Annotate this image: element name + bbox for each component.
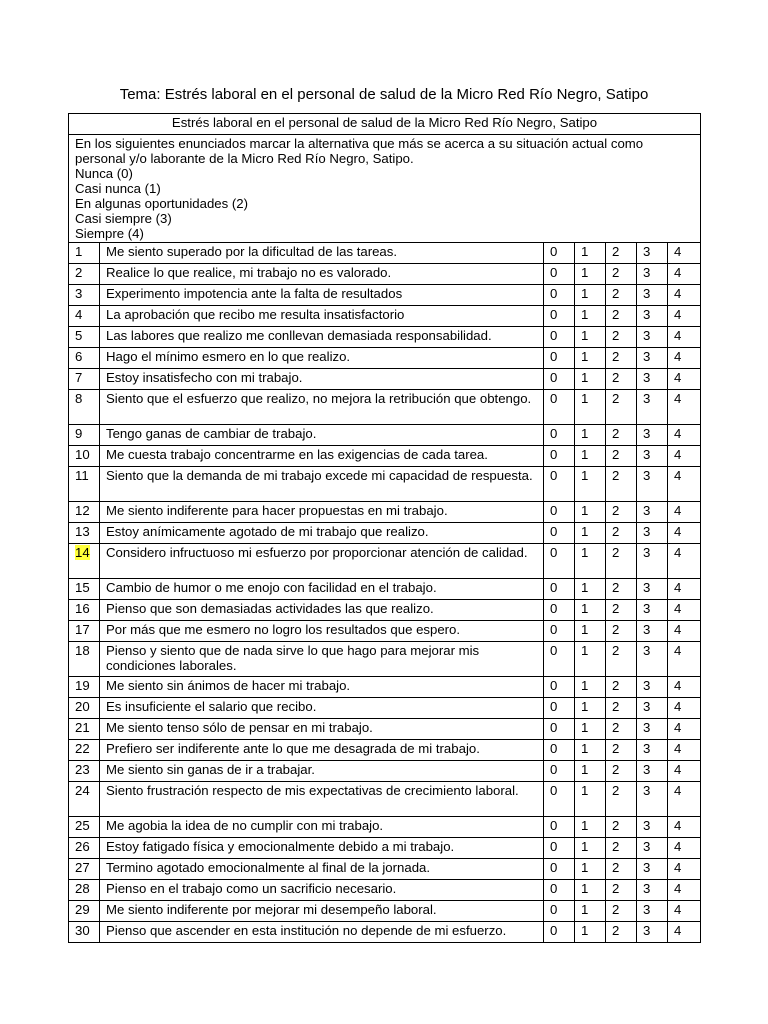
option-cell-4[interactable]: 4 [668,621,701,642]
option-cell-1[interactable]: 1 [575,523,606,544]
option-cell-1[interactable]: 1 [575,761,606,782]
option-cell-3[interactable]: 3 [637,880,668,901]
item-number-cell [69,446,100,467]
option-cell-3[interactable]: 3 [637,677,668,698]
option-cell-1[interactable]: 1 [575,600,606,621]
option-cell-2[interactable]: 2 [606,677,637,698]
item-number-cell [69,369,100,390]
option-cell-4[interactable]: 4 [668,677,701,698]
option-cell-4[interactable]: 4 [668,467,701,502]
table-row [69,677,701,698]
option-cell-2[interactable]: 2 [606,922,637,943]
table-row [69,719,701,740]
instructions-line-2: personal y/o laborante de la Micro Red Río Negro, Satipo. [75,151,414,166]
item-number-cell [69,327,100,348]
option-cell-1[interactable]: 1 [575,782,606,817]
option-cell-4[interactable]: 4 [668,782,701,817]
item-statement: Me siento sin ganas de ir a trabajar. [100,761,544,782]
option-cell-3[interactable]: 3 [637,544,668,579]
option-cell-1[interactable]: 1 [575,243,606,264]
option-cell-0[interactable]: 0 [544,761,575,782]
item-statement: Me siento superado por la dificultad de las tareas. [100,243,544,264]
option-cell-2[interactable]: 2 [606,838,637,859]
option-cell-2[interactable]: 2 [606,782,637,817]
item-number-cell [69,425,100,446]
item-statement: Me siento indiferente para hacer propuestas en mi trabajo. [100,502,544,523]
item-statement: Siento frustración respecto de mis expectativas de crecimiento laboral. [100,782,544,817]
table-row [69,880,701,901]
option-cell-1[interactable]: 1 [575,467,606,502]
option-cell-3[interactable]: 3 [637,467,668,502]
option-cell-0[interactable]: 0 [544,817,575,838]
item-number: 3 [75,286,83,301]
item-statement: Considero infructuoso mi esfuerzo por proporcionar atención de calidad. [100,544,544,579]
item-statement: Cambio de humor o me enojo con facilidad en el trabajo. [100,579,544,600]
option-cell-1[interactable]: 1 [575,502,606,523]
scale-siempre: Siempre (4) [75,226,144,241]
item-number: 1 [75,244,83,259]
option-cell-1[interactable]: 1 [575,642,606,677]
option-cell-3[interactable]: 3 [637,348,668,369]
table-row [69,467,701,502]
table-row [69,901,701,922]
table-row [69,859,701,880]
table-row [69,579,701,600]
table-row [69,782,701,817]
option-cell-0[interactable]: 0 [544,544,575,579]
option-cell-1[interactable]: 1 [575,621,606,642]
option-cell-3[interactable]: 3 [637,579,668,600]
option-cell-0[interactable]: 0 [544,901,575,922]
item-number: 27 [75,860,90,875]
option-cell-3[interactable]: 3 [637,817,668,838]
option-cell-2[interactable]: 2 [606,425,637,446]
option-cell-3[interactable]: 3 [637,859,668,880]
item-number-cell [69,761,100,782]
table-row [69,243,701,264]
item-number-cell [69,782,100,817]
option-cell-4[interactable]: 4 [668,285,701,306]
item-number: 18 [75,643,90,658]
table-row [69,761,701,782]
option-cell-2[interactable]: 2 [606,698,637,719]
item-number: 2 [75,265,83,280]
option-cell-3[interactable]: 3 [637,698,668,719]
item-statement: Es insuficiente el salario que recibo. [100,698,544,719]
option-cell-4[interactable]: 4 [668,327,701,348]
table-row [69,446,701,467]
option-cell-3[interactable]: 3 [637,306,668,327]
option-cell-4[interactable]: 4 [668,390,701,425]
option-cell-4[interactable]: 4 [668,838,701,859]
page-title: Tema: Estrés laboral en el personal de salud de la Micro Red Río Negro, Satipo [119,86,649,103]
scale-algunas-oportunidades: En algunas oportunidades (2) [75,196,249,211]
item-number: 30 [75,923,90,938]
item-number-cell [69,243,100,264]
item-statement: Prefiero ser indiferente ante lo que me desagrada de mi trabajo. [100,740,544,761]
option-cell-3[interactable]: 3 [637,782,668,817]
option-cell-1[interactable]: 1 [575,579,606,600]
item-statement: Hago el mínimo esmero en lo que realizo. [100,348,544,369]
option-cell-3[interactable]: 3 [637,327,668,348]
option-cell-0[interactable]: 0 [544,621,575,642]
item-statement: Estoy fatigado física y emocionalmente debido a mi trabajo. [100,838,544,859]
option-cell-2[interactable]: 2 [606,817,637,838]
option-cell-0[interactable]: 0 [544,642,575,677]
option-cell-4[interactable]: 4 [668,600,701,621]
option-cell-0[interactable]: 0 [544,327,575,348]
option-cell-0[interactable]: 0 [544,698,575,719]
item-number: 25 [75,818,90,833]
item-statement: Pienso y siento que de nada sirve lo que hago para mejorar mis condiciones laborales. [100,642,544,677]
table-row [69,600,701,621]
option-cell-0[interactable]: 0 [544,677,575,698]
item-number: 10 [75,447,90,462]
table-row [69,285,701,306]
option-cell-4[interactable]: 4 [668,817,701,838]
option-cell-4[interactable]: 4 [668,859,701,880]
table-row [69,502,701,523]
option-cell-0[interactable]: 0 [544,306,575,327]
table-row [69,425,701,446]
option-cell-2[interactable]: 2 [606,719,637,740]
item-number: 22 [75,741,90,756]
item-number-cell [69,859,100,880]
item-number-cell [69,901,100,922]
option-cell-0[interactable]: 0 [544,264,575,285]
option-cell-2[interactable]: 2 [606,327,637,348]
item-number-cell [69,306,100,327]
option-cell-1[interactable]: 1 [575,264,606,285]
option-cell-0[interactable]: 0 [544,859,575,880]
item-number: 19 [75,678,90,693]
option-cell-1[interactable]: 1 [575,698,606,719]
item-number-cell [69,838,100,859]
table-row [69,642,701,677]
option-cell-4[interactable]: 4 [668,264,701,285]
item-number: 13 [75,524,90,539]
item-number-cell [69,544,100,579]
item-number: 28 [75,881,90,896]
option-cell-1[interactable]: 1 [575,285,606,306]
option-cell-2[interactable]: 2 [606,264,637,285]
option-cell-4[interactable]: 4 [668,446,701,467]
option-cell-3[interactable]: 3 [637,838,668,859]
option-cell-3[interactable]: 3 [637,502,668,523]
option-cell-3[interactable]: 3 [637,446,668,467]
table-row [69,369,701,390]
table-row [69,922,701,943]
option-cell-3[interactable]: 3 [637,761,668,782]
option-cell-1[interactable]: 1 [575,901,606,922]
option-cell-0[interactable]: 0 [544,369,575,390]
option-cell-0[interactable]: 0 [544,719,575,740]
option-cell-0[interactable]: 0 [544,348,575,369]
option-cell-2[interactable]: 2 [606,523,637,544]
item-statement: Siento que la demanda de mi trabajo excede mi capacidad de respuesta. [100,467,544,502]
option-cell-2[interactable]: 2 [606,243,637,264]
table-row [69,523,701,544]
item-statement: Pienso que ascender en esta institución no depende de mi esfuerzo. [100,922,544,943]
option-cell-1[interactable]: 1 [575,719,606,740]
option-cell-0[interactable]: 0 [544,880,575,901]
option-cell-4[interactable]: 4 [668,306,701,327]
option-cell-0[interactable]: 0 [544,922,575,943]
option-cell-4[interactable]: 4 [668,761,701,782]
option-cell-0[interactable]: 0 [544,425,575,446]
option-cell-0[interactable]: 0 [544,446,575,467]
option-cell-3[interactable]: 3 [637,621,668,642]
option-cell-1[interactable]: 1 [575,327,606,348]
option-cell-0[interactable]: 0 [544,467,575,502]
item-statement: Pienso en el trabajo como un sacrificio necesario. [100,880,544,901]
option-cell-4[interactable]: 4 [668,698,701,719]
option-cell-1[interactable]: 1 [575,544,606,579]
table-row [69,306,701,327]
item-number-cell [69,698,100,719]
item-number-cell [69,390,100,425]
scale-casi-nunca: Casi nunca (1) [75,181,161,196]
option-cell-4[interactable]: 4 [668,369,701,390]
option-cell-4[interactable]: 4 [668,348,701,369]
option-cell-3[interactable]: 3 [637,264,668,285]
item-statement: Las labores que realizo me conllevan demasiada responsabilidad. [100,327,544,348]
scale-casi-siempre: Casi siempre (3) [75,211,172,226]
item-number: 4 [75,307,83,322]
option-cell-2[interactable]: 2 [606,859,637,880]
item-number: 6 [75,349,83,364]
option-cell-1[interactable]: 1 [575,425,606,446]
option-cell-3[interactable]: 3 [637,922,668,943]
item-number: 14 [75,545,90,560]
item-statement: Siento que el esfuerzo que realizo, no mejora la retribución que obtengo. [100,390,544,425]
option-cell-1[interactable]: 1 [575,880,606,901]
item-statement: Experimento impotencia ante la falta de resultados [100,285,544,306]
survey-body [69,114,701,943]
item-number-cell [69,880,100,901]
option-cell-4[interactable]: 4 [668,243,701,264]
item-number-cell [69,740,100,761]
option-cell-2[interactable]: 2 [606,467,637,502]
option-cell-3[interactable]: 3 [637,390,668,425]
option-cell-2[interactable]: 2 [606,600,637,621]
option-cell-1[interactable]: 1 [575,446,606,467]
item-statement: Termino agotado emocionalmente al final de la jornada. [100,859,544,880]
item-statement: Estoy anímicamente agotado de mi trabajo que realizo. [100,523,544,544]
item-number-cell [69,579,100,600]
item-statement: Por más que me esmero no logro los resultados que espero. [100,621,544,642]
item-number-cell [69,264,100,285]
item-statement: Estoy insatisfecho con mi trabajo. [100,369,544,390]
option-cell-2[interactable]: 2 [606,740,637,761]
option-cell-4[interactable]: 4 [668,740,701,761]
item-number-cell [69,642,100,677]
option-cell-1[interactable]: 1 [575,740,606,761]
scale-nunca: Nunca (0) [75,166,133,181]
item-statement: Pienso que son demasiadas actividades las que realizo. [100,600,544,621]
option-cell-4[interactable]: 4 [668,642,701,677]
item-number: 15 [75,580,90,595]
item-number-cell [69,600,100,621]
option-cell-1[interactable]: 1 [575,390,606,425]
instructions-cell [69,135,701,243]
table-row [69,264,701,285]
option-cell-3[interactable]: 3 [637,600,668,621]
item-number-cell [69,502,100,523]
table-row [69,698,701,719]
option-cell-4[interactable]: 4 [668,425,701,446]
item-number: 23 [75,762,90,777]
option-cell-3[interactable]: 3 [637,243,668,264]
option-cell-3[interactable]: 3 [637,425,668,446]
item-number-cell [69,523,100,544]
option-cell-0[interactable]: 0 [544,523,575,544]
item-number: 9 [75,426,83,441]
option-cell-3[interactable]: 3 [637,719,668,740]
table-header: Estrés laboral en el personal de salud de la Micro Red Río Negro, Satipo [69,114,701,135]
table-row [69,817,701,838]
option-cell-4[interactable]: 4 [668,579,701,600]
item-number: 8 [75,391,83,406]
item-number-cell [69,922,100,943]
option-cell-2[interactable]: 2 [606,348,637,369]
option-cell-2[interactable]: 2 [606,285,637,306]
option-cell-2[interactable]: 2 [606,761,637,782]
option-cell-0[interactable]: 0 [544,782,575,817]
option-cell-2[interactable]: 2 [606,579,637,600]
item-number: 29 [75,902,90,917]
option-cell-2[interactable]: 2 [606,502,637,523]
item-number: 5 [75,328,83,343]
option-cell-4[interactable]: 4 [668,502,701,523]
option-cell-3[interactable]: 3 [637,901,668,922]
option-cell-3[interactable]: 3 [637,523,668,544]
item-number: 24 [75,783,90,798]
item-number: 20 [75,699,90,714]
survey-table [68,113,701,943]
option-cell-0[interactable]: 0 [544,600,575,621]
item-statement: Me cuesta trabajo concentrarme en las exigencias de cada tarea. [100,446,544,467]
table-header-row [69,114,701,135]
table-row [69,544,701,579]
option-cell-3[interactable]: 3 [637,285,668,306]
item-number-cell [69,467,100,502]
table-row [69,621,701,642]
instructions-line-1: En los siguientes enunciados marcar la alternativa que más se acerca a su situación actual como [75,136,644,151]
item-number-cell [69,285,100,306]
table-row [69,327,701,348]
option-cell-2[interactable]: 2 [606,544,637,579]
instructions-row [69,135,701,243]
option-cell-2[interactable]: 2 [606,306,637,327]
option-cell-3[interactable]: 3 [637,740,668,761]
option-cell-0[interactable]: 0 [544,579,575,600]
option-cell-4[interactable]: 4 [668,719,701,740]
option-cell-2[interactable]: 2 [606,369,637,390]
item-statement: Me siento indiferente por mejorar mi desempeño laboral. [100,901,544,922]
option-cell-3[interactable]: 3 [637,642,668,677]
option-cell-0[interactable]: 0 [544,243,575,264]
table-row [69,740,701,761]
item-number: 17 [75,622,90,637]
item-number: 21 [75,720,90,735]
item-number: 12 [75,503,90,518]
option-cell-0[interactable]: 0 [544,740,575,761]
table-row [69,838,701,859]
item-number: 16 [75,601,90,616]
option-cell-0[interactable]: 0 [544,390,575,425]
option-cell-1[interactable]: 1 [575,348,606,369]
item-number-cell [69,621,100,642]
item-statement: Realice lo que realice, mi trabajo no es valorado. [100,264,544,285]
option-cell-2[interactable]: 2 [606,390,637,425]
option-cell-1[interactable]: 1 [575,922,606,943]
item-number-cell [69,719,100,740]
option-cell-2[interactable]: 2 [606,621,637,642]
option-cell-0[interactable]: 0 [544,838,575,859]
option-cell-1[interactable]: 1 [575,369,606,390]
option-cell-1[interactable]: 1 [575,677,606,698]
item-statement: Tengo ganas de cambiar de trabajo. [100,425,544,446]
table-row [69,348,701,369]
item-number-cell [69,677,100,698]
option-cell-2[interactable]: 2 [606,642,637,677]
option-cell-4[interactable]: 4 [668,901,701,922]
table-row [69,390,701,425]
option-cell-4[interactable]: 4 [668,922,701,943]
item-statement: Me agobia la idea de no cumplir con mi trabajo. [100,817,544,838]
item-number: 11 [75,468,89,483]
item-statement: Me siento sin ánimos de hacer mi trabajo. [100,677,544,698]
option-cell-1[interactable]: 1 [575,306,606,327]
option-cell-2[interactable]: 2 [606,901,637,922]
option-cell-1[interactable]: 1 [575,817,606,838]
option-cell-1[interactable]: 1 [575,859,606,880]
option-cell-2[interactable]: 2 [606,880,637,901]
item-number-cell [69,817,100,838]
option-cell-4[interactable]: 4 [668,523,701,544]
item-number-cell [69,348,100,369]
option-cell-4[interactable]: 4 [668,880,701,901]
option-cell-3[interactable]: 3 [637,369,668,390]
item-statement: La aprobación que recibo me resulta insatisfactorio [100,306,544,327]
option-cell-4[interactable]: 4 [668,544,701,579]
option-cell-0[interactable]: 0 [544,285,575,306]
option-cell-2[interactable]: 2 [606,446,637,467]
item-statement: Me siento tenso sólo de pensar en mi trabajo. [100,719,544,740]
option-cell-0[interactable]: 0 [544,502,575,523]
option-cell-1[interactable]: 1 [575,838,606,859]
item-number: 26 [75,839,90,854]
item-number: 7 [75,370,83,385]
